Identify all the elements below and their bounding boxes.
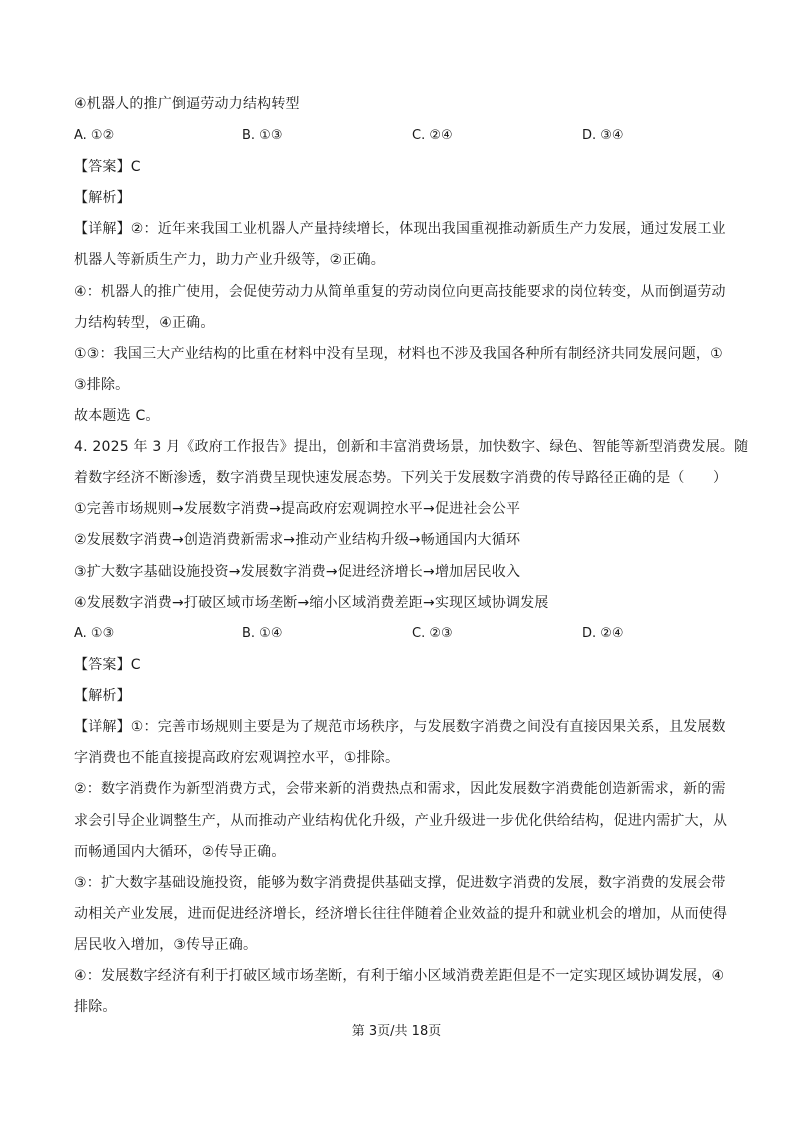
q3-choice-c: C. ②④ <box>412 128 453 143</box>
q4-detail-line: 求会引导企业调整生产，从而推动产业结构优化升级，产业升级进一步优化供给结构，促进内需扩大，从 <box>74 813 728 829</box>
q4-detail-line: 字消费也不能直接提高政府宏观调控水平，①排除。 <box>74 750 400 766</box>
q3-detail-line: ③排除。 <box>74 377 130 393</box>
q3-choice-a: A. ①② <box>74 128 115 143</box>
q4-detail-line: 动相关产业发展，进而促进经济增长，经济增长往往伴随着企业效益的提升和就业机会的增加，从而使得 <box>74 906 728 922</box>
q4-choice-d: D. ②④ <box>582 626 624 641</box>
q4-detail-line: 居民收入增加，③传导正确。 <box>74 937 258 953</box>
q3-detail-line: 故本题选 C。 <box>74 408 160 424</box>
q4-detail-line: 【详解】①：完善市场规则主要是为了规范市场秩序，与发展数字消费之间没有直接因果关系，且发展数 <box>74 719 726 735</box>
q4-option-item: ④发展数字消费→打破区域市场垄断→缩小区域消费差距→实现区域协调发展 <box>74 595 549 611</box>
q3-choice-b: B. ①③ <box>242 128 283 143</box>
q3-detail-line: 【详解】②：近年来我国工业机器人产量持续增长，体现出我国重视推动新质生产力发展，通过发展工业 <box>74 221 726 237</box>
q3-detail-line: 力结构转型，④正确。 <box>74 315 215 331</box>
q4-detail-line: 排除。 <box>74 999 117 1015</box>
q4-choice-b: B. ①④ <box>242 626 283 641</box>
q4-stem-line: 4. 2025 年 3 月《政府工作报告》提出，创新和丰富消费场景，加快数字、绿色、智能等新型消费发展。随 <box>74 439 749 455</box>
q4-analysis-title: 【解析】 <box>74 688 131 704</box>
q4-detail-line: ②：数字消费作为新型消费方式，会带来新的消费热点和需求，因此发展数字消费能创造新需求，新的需 <box>74 781 726 797</box>
q4-answer: 【答案】C <box>74 657 141 673</box>
q3-detail-line: ④：机器人的推广使用，会促使劳动力从简单重复的劳动岗位向更高技能要求的岗位转变，从而倒逼劳动 <box>74 284 726 300</box>
q4-choice-a: A. ①③ <box>74 626 115 641</box>
q4-option-item: ②发展数字消费→创造消费新需求→推动产业结构升级→畅通国内大循环 <box>74 532 521 548</box>
q4-choice-c: C. ②③ <box>412 626 453 641</box>
q3-choice-d: D. ③④ <box>582 128 624 143</box>
q3-answer: 【答案】C <box>74 159 141 175</box>
q4-detail-line: ④：发展数字经济有利于打破区域市场垄断，有利于缩小区域消费差距但是不一定实现区域协调发展，④ <box>74 968 725 984</box>
q3-analysis-title: 【解析】 <box>74 190 131 206</box>
q4-detail-line: 而畅通国内大循环，②传导正确。 <box>74 844 286 860</box>
q3-choices-row <box>74 126 724 146</box>
q4-option-item: ③扩大数字基础设施投资→发展数字消费→促进经济增长→增加居民收入 <box>74 564 521 580</box>
q3-option-item-4: ④机器人的推广倒逼劳动力结构转型 <box>74 96 300 112</box>
q4-stem-line: 着数字经济不断渗透，数字消费呈现快速发展态势。下列关于发展数字消费的传导路径正确的是（ ） <box>74 470 728 486</box>
q4-choices-row <box>74 624 724 644</box>
page-number-footer: 第 3页/共 18页 <box>351 1024 442 1039</box>
q3-detail-line: 机器人等新质生产力，助力产业升级等，②正确。 <box>74 252 385 268</box>
q3-detail-line: ①③：我国三大产业结构的比重在材料中没有呈现，材料也不涉及我国各种所有制经济共同发展问题，① <box>74 346 723 362</box>
q4-option-item: ①完善市场规则→发展数字消费→提高政府宏观调控水平→促进社会公平 <box>74 501 521 517</box>
q4-detail-line: ③：扩大数字基础设施投资，能够为数字消费提供基础支撑，促进数字消费的发展，数字消费的发展会带 <box>74 875 726 891</box>
